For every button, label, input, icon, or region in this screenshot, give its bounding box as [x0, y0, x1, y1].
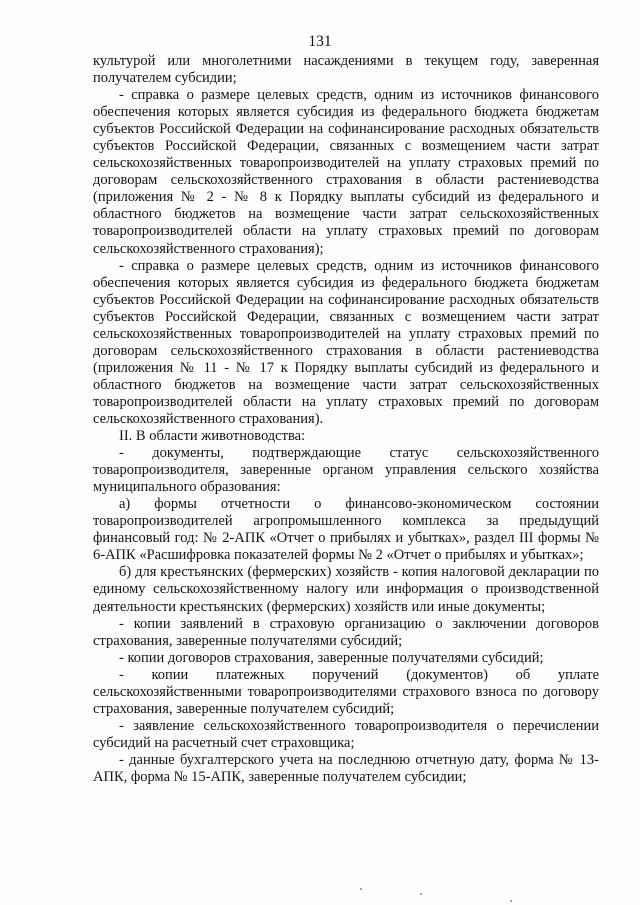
document-body [93, 53, 599, 786]
paragraph-status-documents: - документы, подтверждающие статус сельскохозяйственного товаропроизводителя, заверенные органом управления сельского хозяйства муниципального образования: [93, 445, 599, 496]
paragraph-plant-growing-certificate-2: - справка о размере целевых средств, одним из источников финансового обеспечения которых является субсидия из федерального бюджета бюджетам субъектов Российской Федерации на софинансирование расходных обязательств субъектов Российской Федерации, связанных с возмещением части затрат сельскохозяйственных товаропроизводителей на уплату страховых премий по договорам сельскохозяйственного страхования в области растениеводства (приложения № 11 - № 17 к Порядку выплаты субсидий из федерального и областного бюджетов на возмещение части затрат сельскохозяйственных товаропроизводителей области на уплату страховых премий по договорам сельскохозяйственного страхования). [93, 257, 599, 427]
section-heading-livestock: II. В области животноводства: [119, 428, 306, 445]
paragraph-continuation: культурой или многолетними насаждениями в текущем году, заверенная получателем субсидии; [93, 53, 599, 87]
paragraph-insurance-applications: - копии заявлений в страховую организацию о заключении договоров страхования, заверенные получателями субсидий; [93, 615, 599, 649]
paragraph-accounting-data: - данные бухгалтерского учета на последнюю отчетную дату, форма № 13-АПК, форма № 15-АПК, заверенные получателем субсидии; [93, 751, 599, 785]
paragraph-item-a: а) формы отчетности о финансово-экономическом состоянии товаропроизводителей агропромышленного комплекса за предыдущий финансовый год: № 2-АПК «Отчет о прибылях и убытках», раздел III формы № 6-АПК «Расшифровка показателей формы № 2 «Отчет о прибылях и убытках»; [93, 496, 599, 564]
page-number: 131 [308, 33, 332, 50]
scan-speck [360, 888, 362, 890]
paragraph-item-b: б) для крестьянских (фермерских) хозяйств - копия налоговой декларации по единому сельскохозяйственному налогу или информация о производственной деятельности крестьянских (фермерских) хозяйств или иные документы; [93, 564, 599, 615]
paragraph-plant-growing-certificate-1: - справка о размере целевых средств, одним из источников финансового обеспечения которых является субсидия из федерального бюджета бюджетам субъектов Российской Федерации на софинансирование расходных обязательств субъектов Российской Федерации, связанных с возмещением части затрат сельскохозяйственных товаропроизводителей на уплату страховых премий по договорам сельскохозяйственного страхования в области растениеводства (приложения № 2 - № 8 к Порядку выплаты субсидий из федерального и областного бюджетов на возмещение части затрат сельскохозяйственных товаропроизводителей области на уплату страховых премий по договорам сельскохозяйственного страхования); [93, 87, 599, 257]
paragraph-transfer-application: - заявление сельскохозяйственного товаропроизводителя о перечислении субсидий на расчетный счет страховщика; [93, 717, 599, 751]
scan-speck [510, 900, 512, 902]
scan-speck [420, 893, 422, 895]
paragraph-insurance-contracts: - копии договоров страхования, заверенные получателями субсидий; [119, 649, 544, 666]
paragraph-payment-orders: - копии платежных поручений (документов) об уплате сельскохозяйственными товаропроизводителями страхового взноса по договору страхования, заверенные получателем субсидий; [93, 666, 599, 717]
